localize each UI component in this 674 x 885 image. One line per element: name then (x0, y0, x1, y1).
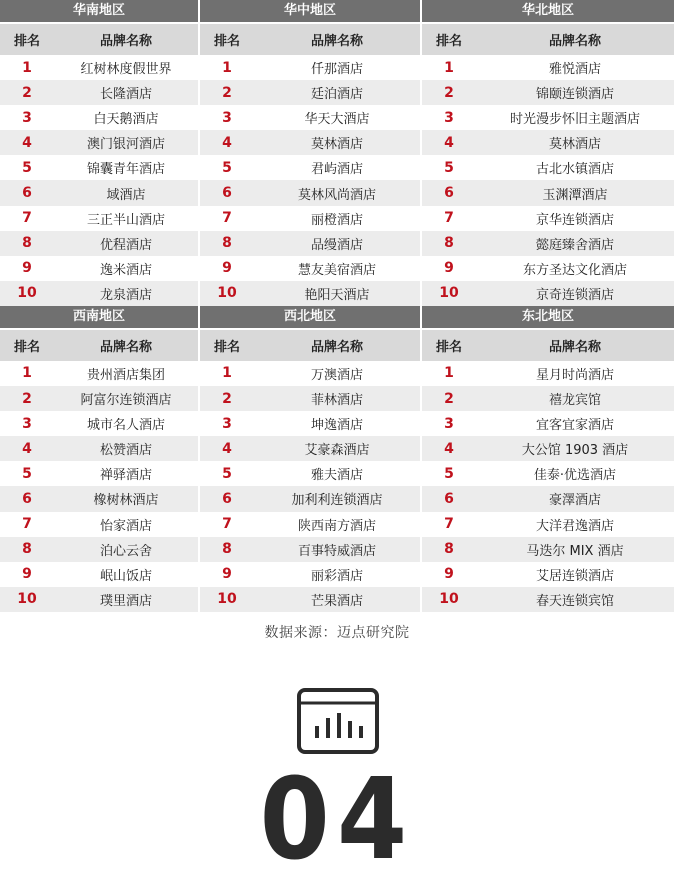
brand-name: 三正半山酒店 (86, 212, 165, 228)
brand-name: 芒果酒店 (310, 593, 363, 609)
table-row (0, 231, 198, 256)
brand-name: 艾豪森酒店 (304, 443, 370, 459)
rank-number: 5 (444, 465, 454, 482)
brand-name: 大公馆 1903 酒店 (521, 443, 629, 459)
rank-number: 8 (222, 235, 232, 252)
region-title: 华南地区 (0, 0, 198, 22)
table-row (422, 130, 674, 155)
rank-number: 4 (222, 134, 232, 151)
rank-number: 4 (222, 440, 232, 457)
table-row (422, 562, 674, 587)
column-header-row (422, 22, 674, 55)
rank-number: 5 (222, 159, 232, 176)
brand-name: 华天大酒店 (304, 112, 370, 128)
column-header-row (422, 328, 674, 361)
table-row (200, 231, 420, 256)
rank-number: 5 (222, 465, 232, 482)
brand-name: 城市名人酒店 (86, 418, 165, 434)
brand-column-header: 品牌名称 (99, 34, 152, 49)
table-row (422, 486, 674, 511)
rank-number: 8 (222, 541, 232, 558)
region-table (198, 306, 420, 612)
brand-name: 艾居连锁酒店 (535, 568, 614, 584)
brand-name: 品缦酒店 (310, 237, 363, 253)
brand-name: 贵州酒店集团 (86, 367, 165, 383)
rank-number: 6 (222, 185, 232, 202)
table-row (422, 411, 674, 436)
table-row (422, 512, 674, 537)
rank-number: 3 (22, 109, 32, 126)
brand-name: 锦囊青年酒店 (86, 162, 165, 178)
brand-name: 澳门银河酒店 (86, 137, 165, 153)
brand-name: 百事特威酒店 (297, 543, 376, 559)
brand-name: 锦颐连锁酒店 (535, 87, 614, 103)
table-row (422, 436, 674, 461)
brand-name: 龙泉酒店 (99, 287, 152, 303)
brand-name: 橡树林酒店 (93, 493, 159, 509)
region-block (0, 306, 674, 612)
table-row (0, 512, 198, 537)
table-row (422, 461, 674, 486)
table-row (200, 206, 420, 231)
rank-number: 7 (222, 516, 232, 533)
rank-number: 6 (444, 185, 454, 202)
rank-number: 2 (222, 84, 232, 101)
brand-name: 莫林酒店 (548, 137, 601, 153)
brand-name: 怡家酒店 (99, 518, 152, 534)
rank-number: 4 (444, 440, 454, 457)
data-source-note: 数据来源：迈点研究院 (264, 625, 410, 641)
brand-name: 红树林度假世界 (80, 62, 172, 78)
rank-number: 10 (439, 591, 459, 608)
table-row (200, 361, 420, 386)
column-header-row (0, 328, 198, 361)
brand-name: 坤逸酒店 (310, 418, 363, 434)
section-number: 04 (259, 755, 415, 885)
region-title: 西南地区 (0, 306, 198, 328)
table-row (0, 562, 198, 587)
table-row (422, 55, 674, 80)
table-row (0, 155, 198, 180)
brand-name: 长隆酒店 (99, 87, 152, 103)
table-row (200, 537, 420, 562)
rank-number: 7 (444, 516, 454, 533)
brand-name: 莫林风尚酒店 (297, 187, 376, 203)
rank-number: 7 (22, 516, 32, 533)
region-title: 东北地区 (422, 306, 674, 328)
table-row (422, 206, 674, 231)
rank-number: 2 (22, 84, 32, 101)
brand-name: 星月时尚酒店 (535, 367, 614, 383)
table-row (422, 231, 674, 256)
table-row (0, 180, 198, 205)
brand-name: 君屿酒店 (310, 162, 363, 178)
rank-number: 6 (22, 490, 32, 507)
brand-name: 璞里酒店 (99, 593, 152, 609)
brand-name: 雅夫酒店 (310, 468, 363, 484)
brand-name: 慧友美宿酒店 (297, 262, 376, 278)
brand-name: 阿富尔连锁酒店 (80, 393, 172, 409)
rank-number: 2 (22, 390, 32, 407)
table-row (0, 256, 198, 281)
rank-column-header: 排名 (13, 339, 40, 355)
region-block (0, 0, 674, 306)
rank-number: 3 (222, 415, 232, 432)
brand-name: 艳阳天酒店 (304, 287, 370, 303)
table-row (0, 537, 198, 562)
brand-name: 丽橙酒店 (310, 212, 363, 228)
rank-number: 2 (222, 390, 232, 407)
rank-number: 4 (444, 134, 454, 151)
table-row (200, 55, 420, 80)
rank-number: 8 (444, 235, 454, 252)
rank-number: 5 (22, 159, 32, 176)
table-row (0, 461, 198, 486)
rank-number: 2 (444, 390, 454, 407)
rank-number: 9 (444, 566, 454, 583)
table-row (200, 562, 420, 587)
table-row (200, 105, 420, 130)
region-title: 西北地区 (200, 306, 420, 328)
column-header-row (200, 328, 420, 361)
brand-name: 春天连锁宾馆 (535, 593, 614, 609)
table-row (0, 105, 198, 130)
rank-number: 9 (22, 566, 32, 583)
brand-column-header: 品牌名称 (310, 339, 363, 355)
rank-number: 1 (222, 365, 232, 382)
table-row (422, 105, 674, 130)
table-row (200, 281, 420, 306)
rank-column-header: 排名 (213, 34, 240, 49)
column-header-row (0, 22, 198, 55)
table-row (200, 486, 420, 511)
brand-name: 禧龙宾馆 (548, 393, 601, 409)
brand-name: 逸米酒店 (99, 262, 152, 278)
rank-number: 8 (22, 541, 32, 558)
rank-number: 1 (22, 365, 32, 382)
brand-column-header: 品牌名称 (99, 339, 152, 355)
brand-column-header: 品牌名称 (548, 339, 601, 355)
brand-name: 松赞酒店 (99, 443, 152, 459)
rank-column-header: 排名 (435, 34, 462, 49)
table-row (0, 55, 198, 80)
brand-name: 宜客宜家酒店 (535, 418, 614, 434)
table-row (422, 537, 674, 562)
rank-number: 3 (22, 415, 32, 432)
table-row (200, 461, 420, 486)
table-row (200, 587, 420, 612)
table-row (0, 587, 198, 612)
brand-name: 玉渊潭酒店 (542, 187, 608, 203)
brand-name: 陕西南方酒店 (297, 518, 376, 534)
rank-number: 1 (444, 59, 454, 76)
table-row (422, 256, 674, 281)
brand-name: 泊心云舍 (99, 543, 152, 559)
table-row (422, 281, 674, 306)
rank-number: 2 (444, 84, 454, 101)
table-row (0, 486, 198, 511)
brand-name: 优程酒店 (99, 237, 152, 253)
table-row (200, 80, 420, 105)
table-row (0, 411, 198, 436)
brand-name: 马迭尔 MIX 酒店 (526, 543, 624, 559)
table-row (200, 386, 420, 411)
brand-name: 时光漫步怀旧主题酒店 (509, 112, 640, 128)
brand-name: 加利利连锁酒店 (291, 493, 383, 509)
rank-column-header: 排名 (213, 339, 240, 355)
rank-number: 3 (444, 109, 454, 126)
rank-number: 6 (444, 490, 454, 507)
rank-number: 4 (22, 134, 32, 151)
brand-name: 雅悦酒店 (548, 62, 601, 78)
brand-name: 域酒店 (106, 187, 146, 203)
brand-name: 古北水镇酒店 (535, 162, 614, 178)
rank-column-header: 排名 (435, 339, 462, 355)
rank-number: 9 (22, 260, 32, 277)
brand-name: 岷山饭店 (99, 568, 152, 584)
rank-number: 1 (22, 59, 32, 76)
brand-name: 丽彩酒店 (310, 568, 363, 584)
table-row (200, 512, 420, 537)
region-table (198, 0, 420, 306)
brand-name: 莫林酒店 (310, 137, 363, 153)
brand-name: 佳泰·优选酒店 (533, 468, 617, 484)
table-row (422, 386, 674, 411)
region-table (420, 306, 674, 612)
region-table (420, 0, 674, 306)
brand-column-header: 品牌名称 (310, 34, 363, 49)
rank-number: 10 (217, 591, 237, 608)
brand-name: 京奇连锁酒店 (535, 287, 614, 303)
brand-name: 廷泊酒店 (310, 87, 363, 103)
bar-chart-icon (295, 686, 381, 756)
rank-number: 6 (22, 185, 32, 202)
brand-name: 禅驿酒店 (99, 468, 152, 484)
rank-number: 9 (222, 566, 232, 583)
rank-number: 4 (22, 440, 32, 457)
rank-number: 10 (17, 285, 37, 302)
table-row (422, 180, 674, 205)
region-title: 华中地区 (200, 0, 420, 22)
rank-number: 10 (439, 285, 459, 302)
table-row (0, 281, 198, 306)
table-row (200, 180, 420, 205)
rank-number: 3 (222, 109, 232, 126)
region-title: 华北地区 (422, 0, 674, 22)
brand-name: 白天鹅酒店 (93, 112, 159, 128)
rank-number: 8 (444, 541, 454, 558)
table-row (0, 80, 198, 105)
region-table (0, 306, 198, 612)
table-row (200, 436, 420, 461)
rank-number: 5 (444, 159, 454, 176)
rank-number: 3 (444, 415, 454, 432)
rank-number: 7 (444, 210, 454, 227)
table-row (422, 80, 674, 105)
brand-name: 菲林酒店 (310, 393, 363, 409)
rank-number: 9 (444, 260, 454, 277)
table-row (200, 155, 420, 180)
column-header-row (200, 22, 420, 55)
brand-name: 仟那酒店 (310, 62, 363, 78)
brand-name: 京华连锁酒店 (535, 212, 614, 228)
rank-number: 10 (17, 591, 37, 608)
brand-name: 豪澤酒店 (548, 493, 601, 509)
brand-name: 东方圣达文化酒店 (522, 262, 627, 278)
table-row (0, 361, 198, 386)
brand-column-header: 品牌名称 (548, 34, 601, 49)
table-row (200, 256, 420, 281)
table-row (422, 361, 674, 386)
table-row (200, 130, 420, 155)
rank-column-header: 排名 (13, 34, 40, 49)
table-row (422, 155, 674, 180)
rank-number: 7 (222, 210, 232, 227)
rank-number: 9 (222, 260, 232, 277)
rank-number: 1 (444, 365, 454, 382)
brand-name: 大洋君逸酒店 (535, 518, 614, 534)
rank-number: 5 (22, 465, 32, 482)
table-row (0, 130, 198, 155)
table-row (200, 411, 420, 436)
rank-number: 6 (222, 490, 232, 507)
table-row (422, 587, 674, 612)
brand-name: 懿庭臻舍酒店 (535, 237, 614, 253)
region-table (0, 0, 198, 306)
rank-number: 7 (22, 210, 32, 227)
table-row (0, 386, 198, 411)
rank-number: 1 (222, 59, 232, 76)
rank-number: 8 (22, 235, 32, 252)
rank-number: 10 (217, 285, 237, 302)
table-row (0, 436, 198, 461)
table-row (0, 206, 198, 231)
brand-name: 万澳酒店 (310, 367, 363, 383)
